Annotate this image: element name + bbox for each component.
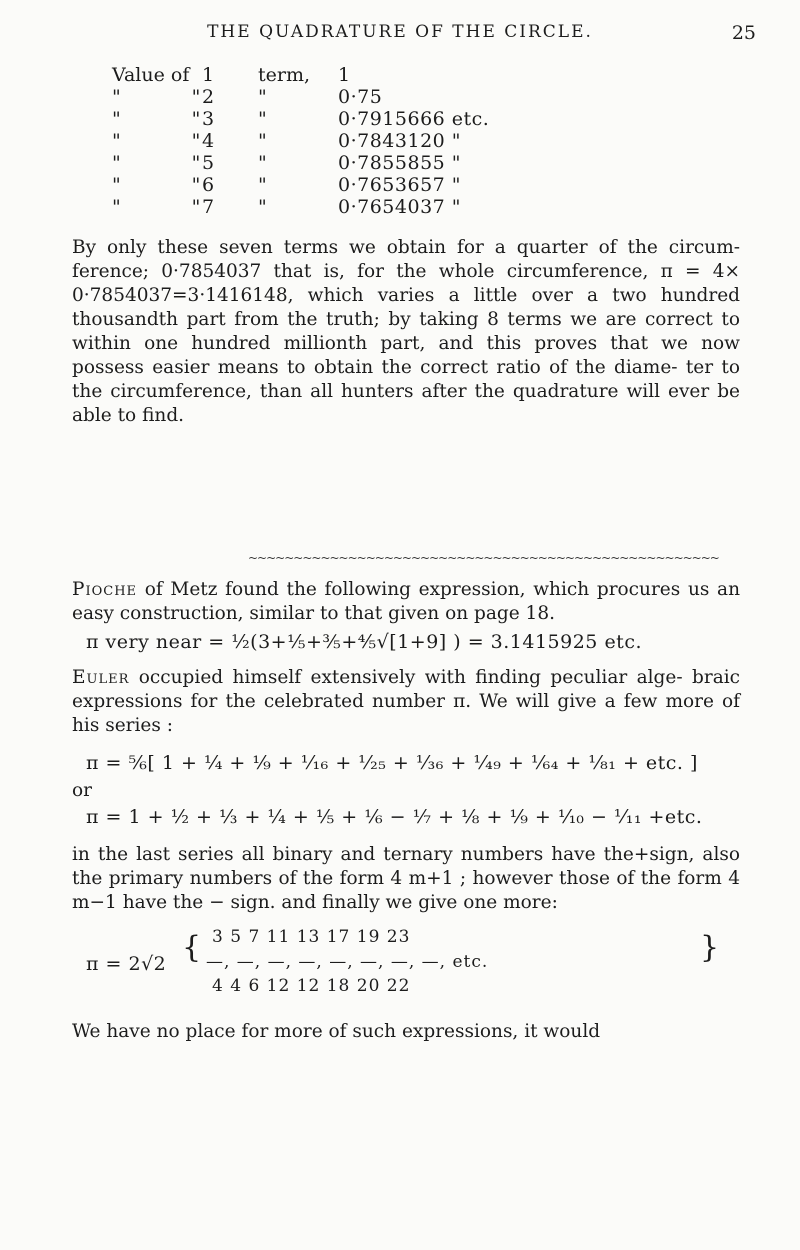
term-row-value: 0·7654037 ": [338, 196, 462, 218]
term-row-term: ": [258, 86, 267, 108]
formula-final-right-brace: }: [700, 930, 720, 965]
page-number: 25: [731, 22, 756, 44]
term-row-ditto: [190, 64, 202, 86]
term-row-label: Value of: [112, 64, 190, 86]
formula-euler-series-1: π = ⅚[ 1 + ¼ + ⅑ + ¹⁄₁₆ + ¹⁄₂₅ + ¹⁄₃₆ + ¹⁄₄₉ + ¹⁄₆₄ + ¹⁄₈₁ + etc. ]: [86, 752, 698, 774]
term-value-row: [112, 130, 638, 152]
term-row-label: ": [112, 108, 121, 130]
running-title: THE QUADRATURE OF THE CIRCLE.: [207, 22, 593, 42]
paragraph-pioche: [72, 578, 740, 626]
term-row-value: 0·7653657 ": [338, 174, 462, 196]
term-value-row: [112, 174, 638, 196]
formula-euler-series-2: π = 1 + ½ + ⅓ + ¼ + ⅕ + ⅙ − ⅐ + ⅛ + ⅑ + ⅒ − ¹⁄₁₁ +etc.: [86, 806, 703, 828]
formula-final-numerators: 3 5 7 11 13 17 19 23: [212, 927, 411, 947]
running-head: [0, 22, 800, 52]
term-row-term: ": [258, 196, 267, 218]
term-row-label: ": [112, 152, 121, 174]
term-row-number: 2: [202, 86, 215, 108]
formula-final-denominators: 4 4 6 12 12 18 20 22: [212, 976, 411, 996]
term-row-value: 0·75: [338, 86, 383, 108]
term-value-row: [112, 152, 638, 174]
name-euler: Euler: [72, 667, 130, 688]
term-row-number: 5: [202, 152, 215, 174]
formula-final-left-brace: {: [182, 930, 202, 965]
term-row-label: ": [112, 130, 121, 152]
or-word: or: [72, 780, 92, 801]
term-value-row: [112, 64, 638, 86]
paragraph-euler-text: occupied himself extensively with finding peculiar alge- braic expressions for the celebrated number π. We will give a few more of his series :: [72, 667, 740, 736]
term-row-number: 7: [202, 196, 215, 218]
term-row-number: 6: [202, 174, 215, 196]
term-row-label: ": [112, 174, 121, 196]
term-row-value: 0·7855855 ": [338, 152, 462, 174]
paragraph-seven-terms: By only these seven terms we obtain for a quarter of the circum- ference; 0·7854037 that is, for the whole circumference, π = 4× 0·7854037=3·1416148, which varies a little over a two hundred thousandth part from the truth; by taking 8 terms we are correct to within one hundred millionth part, and this proves that we now possess easier means to obtain the correct ratio of the diame- ter to the circumference, than all hunters after the quadrature will ever be able to find.: [72, 237, 740, 426]
term-row-label: ": [112, 86, 121, 108]
formula-final-lhs: π = 2√2: [86, 953, 167, 975]
term-row-term: ": [258, 108, 267, 130]
term-row-term: ": [258, 130, 267, 152]
name-pioche: Pioche: [72, 579, 138, 600]
term-row-term: ": [258, 174, 267, 196]
term-row-number: 4: [202, 130, 215, 152]
term-row-label: ": [112, 196, 121, 218]
paragraph-signs: in the last series all binary and ternary numbers have the+sign, also the primary numbers of the form 4 m+1 ; however those of the form 4 m−1 have the − sign. and finally we give one more:: [72, 844, 740, 913]
paragraph-euler: [72, 666, 740, 738]
term-row-number: 1: [202, 64, 215, 86]
term-row-value: 0·7915666 etc.: [338, 108, 490, 130]
term-row-term: ": [258, 152, 267, 174]
term-values-table: [112, 64, 638, 218]
term-value-row: [112, 108, 638, 130]
term-row-ditto: ": [191, 196, 201, 218]
term-row-ditto: ": [191, 108, 201, 130]
formula-pioche: π very near = ½(3+⅕+⅗+⅘√[1+9] ) = 3.1415925 etc.: [86, 631, 642, 653]
term-row-number: 3: [202, 108, 215, 130]
term-row-value: 0·7843120 ": [338, 130, 462, 152]
decorative-divider: ~~~~~~~~~~~~~~~~~~~~~~~~~~~~~~~~~~~~~~~~~~~~~~~~~~~~: [248, 551, 719, 565]
term-row-ditto: ": [191, 130, 201, 152]
term-row-ditto: ": [191, 174, 201, 196]
term-row-term: term,: [258, 64, 311, 86]
paragraph-pioche-text: of Metz found the following expression, which procures us an easy construction, similar to that given on page 18.: [72, 579, 740, 624]
term-value-row: [112, 86, 638, 108]
term-value-row: [112, 196, 638, 218]
closing-line: We have no place for more of such expressions, it would: [72, 1021, 601, 1042]
term-row-ditto: ": [191, 152, 201, 174]
formula-final-bars: —, —, —, —, —, —, —, —, etc.: [206, 952, 489, 972]
term-row-ditto: ": [191, 86, 201, 108]
term-row-value: 1: [338, 64, 351, 86]
